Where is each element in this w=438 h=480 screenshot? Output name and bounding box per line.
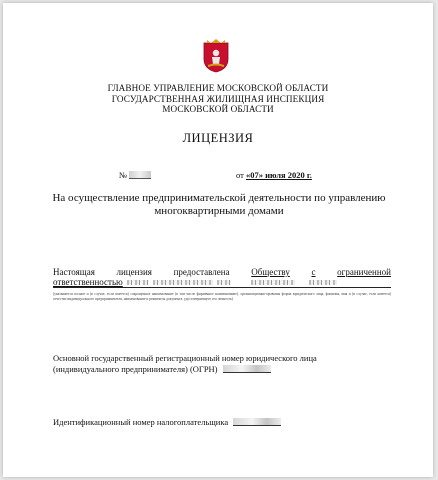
org-word: Обществу [251, 267, 290, 277]
org-form: ответственностью [53, 277, 123, 287]
org-word: с [311, 267, 316, 277]
license-number [119, 170, 151, 180]
moscow-region-coat-of-arms-icon [202, 39, 230, 73]
redacted-org-name [127, 280, 149, 285]
redacted-ogrn [223, 365, 271, 373]
grant-word: Настоящая [53, 267, 95, 277]
issuing-authority [43, 83, 393, 115]
redacted-org-name [217, 280, 231, 285]
license-subject: На осуществление предпринимательской деятельности по управлению многоквартирными домами [52, 192, 386, 217]
redacted-inn [233, 418, 281, 426]
inn-section [53, 417, 373, 428]
inn-label: Идентификационный номер налогоплательщика [53, 417, 229, 427]
grant-line-2 [53, 277, 391, 288]
document-title: ЛИЦЕНЗИЯ [182, 131, 254, 145]
grant-line [53, 267, 391, 277]
ogrn-label: (индивидуального предпринимателя) (ОГРН) [53, 363, 218, 374]
date-prefix: от [236, 170, 244, 180]
license-page [3, 3, 433, 477]
date-value: «07» июля 2020 г. [245, 170, 312, 180]
grant-section [53, 267, 391, 301]
grant-word: лицензия [116, 267, 152, 277]
redacted-org-name [153, 280, 213, 285]
org-word: ограниченной [337, 267, 391, 277]
ogrn-section [53, 353, 373, 374]
ogrn-line: Основной государственный регистрационный номер юридического лица [53, 353, 317, 363]
authority-line: МОСКОВСКОЙ ОБЛАСТИ [162, 104, 274, 114]
license-date [236, 170, 312, 180]
fine-print: (указывается полное и (в случае, если имеется) сокращенное наименование (в том числе фирменное наименование), организационно-правовая форма юридического лица, фамилия, имя и (в случае, если имеется) отчество индивидуального предпринимателя, наименование и реквизиты документа, удостоверяющего его личность) [53, 292, 391, 301]
number-label: № [119, 170, 128, 180]
authority-line: ГЛАВНОЕ УПРАВЛЕНИЕ МОСКОВСКОЙ ОБЛАСТИ [107, 83, 329, 93]
ogrn-line [53, 364, 373, 375]
redacted-org-name [309, 280, 337, 285]
grant-word: предоставлена [173, 267, 230, 277]
authority-line: ГОСУДАРСТВЕННАЯ ЖИЛИЩНАЯ ИНСПЕКЦИЯ [111, 93, 325, 104]
redacted-org-name [251, 280, 295, 285]
redacted-number [129, 171, 151, 179]
